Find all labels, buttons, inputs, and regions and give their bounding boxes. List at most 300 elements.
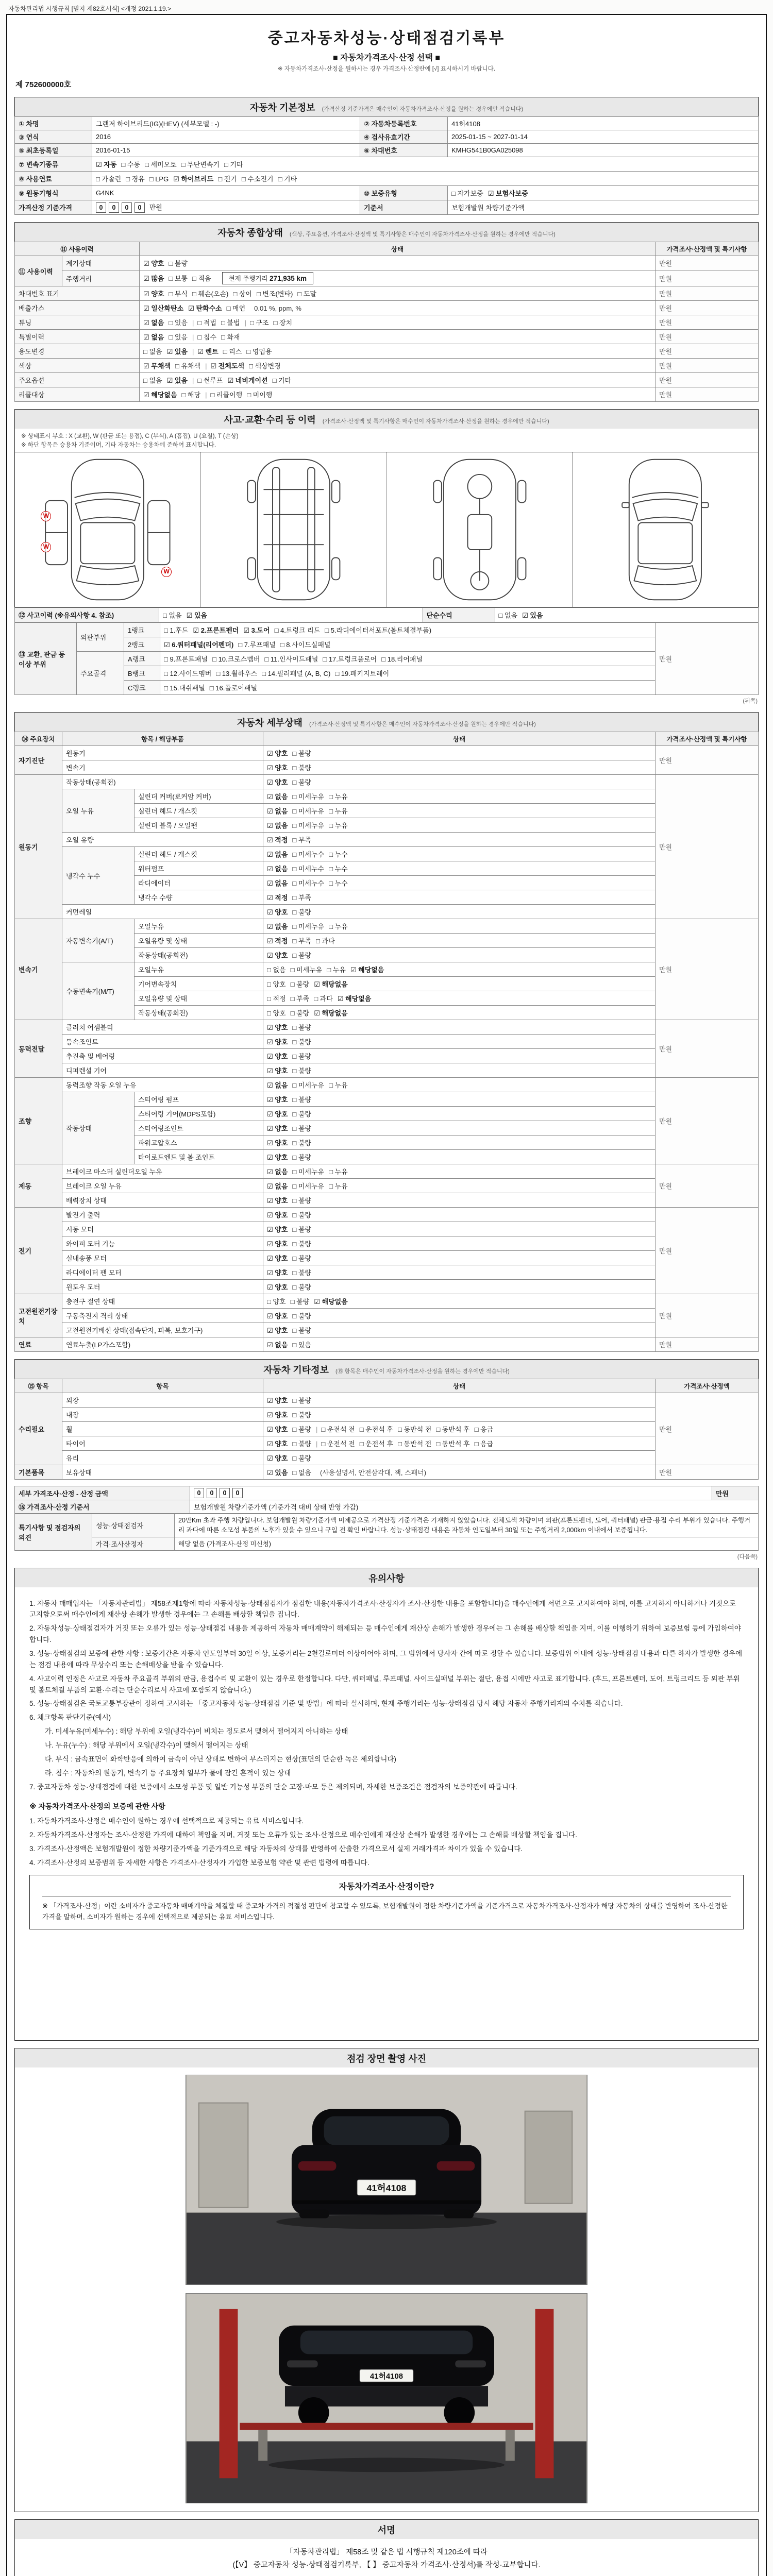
device-item-label: 외장 xyxy=(62,1393,263,1408)
option-group-divider: | xyxy=(315,1426,318,1433)
checkbox-누유[interactable]: □ 누유 xyxy=(329,822,348,829)
panel-part-label: 외판부위 xyxy=(77,623,124,652)
checkbox-적음[interactable]: □ 적음 xyxy=(192,275,211,282)
checkbox-미세누유[interactable]: □ 미세누유 xyxy=(290,966,323,974)
checkbox-없음[interactable]: □ 없음 xyxy=(143,377,162,384)
checkbox-매연[interactable]: □ 매연 xyxy=(226,304,246,312)
price-cell: 만원 xyxy=(656,301,759,315)
checkbox-해당없음[interactable]: ☑ 해당없음 xyxy=(337,995,372,1003)
checkbox-수소전기[interactable]: □ 수소전기 xyxy=(241,175,274,183)
checkbox-없음[interactable]: □ 없음 xyxy=(163,612,182,619)
checkbox-렌트[interactable]: ☑ 렌트 xyxy=(197,348,219,355)
device-item-state xyxy=(263,1150,656,1164)
checkbox-누유[interactable]: □ 누유 xyxy=(327,966,346,974)
checkbox-미세누유[interactable]: □ 미세누유 xyxy=(292,923,325,930)
checkbox-기타[interactable]: □ 기타 xyxy=(272,377,292,384)
checkbox-있음[interactable]: ☑ 있음 xyxy=(522,612,543,619)
checkbox-양호[interactable]: ☑ 양호 xyxy=(267,1154,288,1161)
checkbox-없음[interactable]: □ 없음 xyxy=(267,966,286,974)
first-reg-label: ⑤ 최초등록일 xyxy=(15,144,92,157)
option-group-divider: | xyxy=(205,391,207,399)
checkbox-양호[interactable]: ☑ 양호 xyxy=(267,1211,288,1219)
checkbox-세미오토[interactable]: □ 세미오토 xyxy=(144,161,177,168)
checkbox-불량[interactable]: □ 불량 xyxy=(292,1397,311,1404)
checkbox-양호[interactable]: ☑ 양호 xyxy=(267,1327,288,1334)
checkbox-경유[interactable]: □ 경유 xyxy=(126,175,145,183)
checkbox-적정[interactable]: ☑ 적정 xyxy=(267,836,288,844)
checkbox-있음[interactable]: ☑ 있음 xyxy=(267,1469,288,1477)
checkbox-보통[interactable]: □ 보통 xyxy=(169,275,188,282)
checkbox-없음[interactable]: ☑ 없음 xyxy=(267,865,288,873)
checkbox-있음[interactable]: □ 있음 xyxy=(169,333,188,341)
checkbox-있음[interactable]: ☑ 있음 xyxy=(186,612,207,619)
device-row xyxy=(15,1164,759,1179)
price-cell: 만원 xyxy=(656,746,759,775)
device-item-state xyxy=(263,1107,656,1121)
device-category-label: 수동변속기(M/T) xyxy=(62,962,135,1020)
price-cell: 만원 xyxy=(656,256,759,270)
checkbox-누수[interactable]: □ 누수 xyxy=(329,851,348,858)
checkbox-기타[interactable]: □ 기타 xyxy=(278,175,297,183)
checkbox-불량[interactable]: □ 불량 xyxy=(292,1096,311,1104)
checkbox-14.필러패널 (A, B, C)[interactable]: □ 14.필러패널 (A, B, C) xyxy=(262,670,331,677)
basis-label: 기준서 xyxy=(360,200,448,215)
checkbox-운전석 전[interactable]: □ 운전석 전 xyxy=(321,1440,355,1448)
checkbox-없음[interactable]: ☑ 없음 xyxy=(143,319,164,327)
checkbox-리스[interactable]: □ 리스 xyxy=(223,348,242,355)
amount-digit-box: 0 xyxy=(109,202,119,213)
device-row xyxy=(15,1465,759,1480)
checkbox-양호[interactable]: ☑ 양호 xyxy=(267,1312,288,1320)
checkbox-불량[interactable]: □ 불량 xyxy=(292,1440,311,1448)
section-note-detail: (가격조사·산정액 및 특기사항은 매수인이 자동차가격조사·산정을 원하는 경우에만 적습니다) xyxy=(309,721,536,727)
device-category-label: 자동변속기(A/T) xyxy=(62,919,135,962)
checkbox-불량[interactable]: □ 불량 xyxy=(292,908,311,916)
checkbox-16.플로어패널[interactable]: □ 16.플로어패널 xyxy=(209,684,258,692)
section-title-accident: 사고·교환·수리 등 이력 xyxy=(224,415,316,425)
checkbox-불량[interactable]: □ 불량 xyxy=(292,1327,311,1334)
device-row xyxy=(15,1393,759,1408)
checkbox-누유[interactable]: □ 누유 xyxy=(329,807,348,815)
checkbox-불량[interactable]: □ 불량 xyxy=(292,1110,311,1118)
checkbox-도말[interactable]: □ 도말 xyxy=(297,290,316,298)
device-item-label: 시동 모터 xyxy=(62,1222,263,1236)
checkbox-없음[interactable]: ☑ 없음 xyxy=(267,923,288,930)
checkbox-불량[interactable]: □ 불량 xyxy=(290,1009,310,1017)
checkbox-누유[interactable]: □ 누유 xyxy=(329,1081,348,1089)
checkbox-부족[interactable]: □ 부족 xyxy=(292,836,311,844)
checkbox-썬루프[interactable]: □ 썬루프 xyxy=(197,377,223,384)
device-item-label: 오일 유량 xyxy=(62,833,263,847)
checkbox-부족[interactable]: □ 부족 xyxy=(290,995,310,1003)
checkbox-일산화탄소[interactable]: ☑ 일산화탄소 xyxy=(143,304,184,312)
checkbox-자동[interactable]: ☑ 자동 xyxy=(96,161,117,168)
checkbox-없음[interactable]: ☑ 없음 xyxy=(267,1081,288,1089)
device-item-state xyxy=(263,1294,656,1309)
device-item-label: 라디에이터 xyxy=(135,876,263,890)
option-group-divider: | xyxy=(244,319,246,327)
table-row xyxy=(15,186,759,200)
notices-box xyxy=(14,1587,759,2041)
opinion-row xyxy=(15,1537,759,1550)
checkbox-불량[interactable]: □ 불량 xyxy=(292,1255,311,1262)
checkbox-미세누유[interactable]: □ 미세누유 xyxy=(292,1168,325,1176)
checkbox-양호[interactable]: ☑ 양호 xyxy=(267,1255,288,1262)
overall-item-label: 색상 xyxy=(15,359,140,373)
checkbox-양호[interactable]: ☑ 양호 xyxy=(143,260,164,267)
pricing-amount-label: 세부 가격조사·산정 - 산정 금액 xyxy=(15,1486,190,1500)
checkbox-LPG[interactable]: □ LPG xyxy=(149,175,169,183)
checkbox-네비게이션[interactable]: ☑ 네비게이션 xyxy=(227,377,268,384)
device-item-label: 클러치 어셈블리 xyxy=(62,1020,263,1035)
checkbox-응급[interactable]: □ 응급 xyxy=(474,1426,494,1433)
device-item-state xyxy=(263,760,656,775)
checkbox-누유[interactable]: □ 누유 xyxy=(329,793,348,801)
table-header-row xyxy=(15,1379,759,1393)
checkbox-변조(변타)[interactable]: □ 변조(변타) xyxy=(256,290,293,298)
checkbox-있음[interactable]: ☑ 있음 xyxy=(166,348,188,355)
checkbox-없음[interactable]: □ 없음 xyxy=(498,612,518,619)
checkbox-불량[interactable]: □ 불량 xyxy=(292,1038,311,1046)
device-item-label: 휠 xyxy=(62,1422,263,1436)
checkbox-있음[interactable]: □ 있음 xyxy=(169,319,188,327)
device-item-label: 변속기 xyxy=(62,760,263,775)
checkbox-탄화수소[interactable]: ☑ 탄화수소 xyxy=(188,304,222,312)
checkbox-없음[interactable]: □ 없음 xyxy=(292,1469,311,1477)
checkbox-양호[interactable]: ☑ 양호 xyxy=(267,1024,288,1031)
device-item-label: 브레이크 마스터 실린더오일 누유 xyxy=(62,1164,263,1179)
car-diagram-top-view xyxy=(573,452,758,607)
device-item-state xyxy=(263,1436,656,1451)
checkbox-없음[interactable]: ☑ 없음 xyxy=(267,1182,288,1190)
device-item-label: 냉각수 수량 xyxy=(135,890,263,905)
device-item-state xyxy=(263,1222,656,1236)
checkbox-없음[interactable]: □ 없음 xyxy=(143,348,162,355)
device-row xyxy=(15,1294,759,1309)
checkbox-화재[interactable]: □ 화재 xyxy=(221,333,240,341)
device-category-label: 냉각수 누수 xyxy=(62,847,135,905)
checkbox-양호[interactable]: ☑ 양호 xyxy=(267,1197,288,1205)
checkbox-없음[interactable]: ☑ 없음 xyxy=(143,333,164,341)
measurement-note: 0.01 %, ppm, % xyxy=(254,304,301,312)
checkbox-운전석 후[interactable]: □ 운전석 후 xyxy=(359,1426,393,1433)
checkbox-불량[interactable]: □ 불량 xyxy=(292,1411,311,1419)
checkbox-불량[interactable]: □ 불량 xyxy=(292,1125,311,1132)
checkbox-불량[interactable]: □ 불량 xyxy=(292,1053,311,1060)
checkbox-6.쿼터패널(리어펜더)[interactable]: ☑ 6.쿼터패널(리어펜더) xyxy=(164,641,234,649)
checkbox-해당없음[interactable]: ☑ 해당없음 xyxy=(314,1009,348,1017)
checkbox-양호[interactable]: ☑ 양호 xyxy=(267,764,288,772)
checkbox-리콜이행[interactable]: □ 리콜이행 xyxy=(210,391,243,399)
checkbox-양호[interactable]: ☑ 양호 xyxy=(267,1110,288,1118)
checkbox-불량[interactable]: □ 불량 xyxy=(290,1298,310,1306)
car-underbody-icon xyxy=(203,454,384,605)
inspection-photo-front-lift xyxy=(186,2293,587,2503)
checkbox-양호[interactable]: □ 양호 xyxy=(267,980,286,988)
checkbox-무단변속기[interactable]: □ 무단변속기 xyxy=(181,161,220,168)
device-item-label: 와이퍼 모터 기능 xyxy=(62,1236,263,1251)
checkbox-불량[interactable]: □ 불량 xyxy=(292,952,311,959)
checkbox-과다[interactable]: □ 과다 xyxy=(314,995,333,1003)
checkbox-동반석 전[interactable]: □ 동반석 전 xyxy=(398,1426,432,1433)
checkbox-양호[interactable]: ☑ 양호 xyxy=(267,908,288,916)
checkbox-양호[interactable]: ☑ 양호 xyxy=(267,1053,288,1060)
checkbox-해당없음[interactable]: ☑ 해당없음 xyxy=(314,980,348,988)
checkbox-양호[interactable]: ☑ 양호 xyxy=(267,1440,288,1448)
checkbox-훼손(오손)[interactable]: □ 훼손(오손) xyxy=(192,290,229,298)
checkbox-동반석 전[interactable]: □ 동반석 전 xyxy=(398,1440,432,1448)
checkbox-기타[interactable]: □ 기타 xyxy=(224,161,243,168)
checkbox-없음[interactable]: ☑ 없음 xyxy=(267,822,288,829)
checkbox-해당없음[interactable]: ☑ 해당없음 xyxy=(143,391,177,399)
checkbox-누유[interactable]: □ 누유 xyxy=(329,1182,348,1190)
table-row xyxy=(15,157,759,172)
checkbox-상이[interactable]: □ 상이 xyxy=(233,290,252,298)
checkbox-미세누수[interactable]: □ 미세누수 xyxy=(292,851,325,858)
overall-item-label: 계기상태 xyxy=(62,256,140,270)
inspection-period-label: ④ 검사유효기간 xyxy=(360,130,448,144)
checkbox-침수[interactable]: □ 침수 xyxy=(197,333,216,341)
device-group-label: 원동기 xyxy=(15,775,62,919)
device-item-label: 작동상태(공회전) xyxy=(62,775,263,789)
device-item-state xyxy=(263,1251,656,1265)
checkbox-4.트렁크 리드[interactable]: □ 4.트렁크 리드 xyxy=(274,626,321,634)
checkbox-미세누수[interactable]: □ 미세누수 xyxy=(292,865,325,873)
checkbox-불량[interactable]: □ 불량 xyxy=(292,1454,311,1462)
checkbox-무채색[interactable]: ☑ 무채색 xyxy=(143,362,171,370)
checkbox-해당없음[interactable]: ☑ 해당없음 xyxy=(350,966,384,974)
notice-item: 2. 자동차가격조사·산정자는 조사·산정한 가격에 대하여 책임을 지며, 거짓 또는 오류가 있는 조사·산정으로 매수인에게 재산상 손해가 발생한 경우에는 그 손해를 배상할 책임을 집니다. xyxy=(29,1831,578,1839)
checkbox-미세누유[interactable]: □ 미세누유 xyxy=(292,1081,325,1089)
checkbox-미세누유[interactable]: □ 미세누유 xyxy=(292,793,325,801)
checkbox-양호[interactable]: ☑ 양호 xyxy=(267,1226,288,1233)
other-info-table xyxy=(14,1379,759,1480)
svg-text:41허4108: 41허4108 xyxy=(366,2182,407,2193)
device-item-state xyxy=(263,804,656,818)
checkbox-없음[interactable]: ☑ 없음 xyxy=(267,807,288,815)
checkbox-양호[interactable]: ☑ 양호 xyxy=(267,1283,288,1291)
panel-rank-label: B랭크 xyxy=(124,666,160,681)
device-item-state xyxy=(263,876,656,890)
checkbox-양호[interactable]: ☑ 양호 xyxy=(267,1038,288,1046)
overall-item-state xyxy=(140,286,656,301)
vin-label: ⑥ 차대번호 xyxy=(360,144,448,157)
checkbox-없음[interactable]: ☑ 없음 xyxy=(267,879,288,887)
checkbox-많음[interactable]: ☑ 많음 xyxy=(143,275,164,282)
checkbox-불량[interactable]: □ 불량 xyxy=(292,1312,311,1320)
checkbox-불량[interactable]: □ 불량 xyxy=(292,1426,311,1433)
checkbox-전체도색[interactable]: ☑ 전체도색 xyxy=(210,362,244,370)
checkbox-양호[interactable]: ☑ 양호 xyxy=(267,1067,288,1075)
checkbox-없음[interactable]: ☑ 없음 xyxy=(267,851,288,858)
checkbox-9.프론트패널[interactable]: □ 9.프론트패널 xyxy=(164,655,208,663)
other-col-item: 항목 xyxy=(62,1379,263,1393)
checkbox-17.트렁크플로어[interactable]: □ 17.트렁크플로어 xyxy=(323,655,377,663)
year-label: ③ 연식 xyxy=(15,130,92,144)
device-item-state xyxy=(263,1422,656,1436)
checkbox-불량[interactable]: □ 불량 xyxy=(292,1269,311,1277)
checkbox-부족[interactable]: □ 부족 xyxy=(292,937,311,945)
checkbox-운전석 전[interactable]: □ 운전석 전 xyxy=(321,1426,355,1433)
opinion-role-inspector: 성능·상태점검자 xyxy=(92,1514,175,1537)
panel-rank-label: C랭크 xyxy=(124,681,160,695)
checkbox-양호[interactable]: ☑ 양호 xyxy=(267,750,288,757)
checkbox-전기[interactable]: □ 전기 xyxy=(218,175,237,183)
checkbox-구조[interactable]: □ 구조 xyxy=(249,319,269,327)
current-mileage-value: 271,935 km xyxy=(269,275,307,282)
notice-item: 나. 누유(누수) : 해당 부위에서 오일(냉각수)이 맺혀서 떨어지는 상태 xyxy=(45,1741,248,1749)
checkbox-부족[interactable]: □ 부족 xyxy=(292,894,311,902)
checkbox-불량[interactable]: □ 불량 xyxy=(169,260,188,267)
notice-items xyxy=(29,1598,744,1793)
overall-group-label: ⑪ 사용이력 xyxy=(15,256,62,286)
checkbox-누수[interactable]: □ 누수 xyxy=(329,865,348,873)
panel-rank-label: 1랭크 xyxy=(124,623,160,637)
checkbox-과다[interactable]: □ 과다 xyxy=(315,937,335,945)
price-cell: 만원 xyxy=(656,775,759,919)
checkbox-양호[interactable]: ☑ 양호 xyxy=(267,1454,288,1462)
checkbox-1.후드[interactable]: □ 1.후드 xyxy=(164,626,189,634)
checkbox-불량[interactable]: □ 불량 xyxy=(292,1024,311,1031)
device-item-state xyxy=(263,1208,656,1222)
checkbox-불량[interactable]: □ 불량 xyxy=(292,1211,311,1219)
checkbox-양호[interactable]: ☑ 양호 xyxy=(267,1125,288,1132)
checkbox-응급[interactable]: □ 응급 xyxy=(474,1440,494,1448)
checkbox-미세누유[interactable]: □ 미세누유 xyxy=(292,1182,325,1190)
checkbox-미세누유[interactable]: □ 미세누유 xyxy=(292,807,325,815)
checkbox-양호[interactable]: ☑ 양호 xyxy=(267,952,288,959)
page-marker: (뒤쪽) xyxy=(743,698,758,704)
checkbox-양호[interactable]: □ 양호 xyxy=(267,1009,286,1017)
checkbox-없음[interactable]: ☑ 없음 xyxy=(267,1168,288,1176)
checkbox-색상변경[interactable]: □ 색상변경 xyxy=(248,362,281,370)
table-row xyxy=(15,200,759,215)
damage-mark: W xyxy=(161,567,172,577)
checkbox-하이브리드[interactable]: ☑ 하이브리드 xyxy=(173,175,214,183)
device-category-label: 작동상태 xyxy=(62,1092,135,1164)
checkbox-불량[interactable]: □ 불량 xyxy=(292,1197,311,1205)
checkbox-적정[interactable]: ☑ 적정 xyxy=(267,937,288,945)
table-row xyxy=(15,117,759,130)
checkbox-미세누유[interactable]: □ 미세누유 xyxy=(292,822,325,829)
checkbox-보험사보증[interactable]: ☑ 보험사보증 xyxy=(488,190,528,197)
checkbox-12.사이드멤버[interactable]: □ 12.사이드멤버 xyxy=(164,670,212,677)
checkbox-불법[interactable]: □ 불법 xyxy=(221,319,240,327)
checkbox-13.휠하우스[interactable]: □ 13.휠하우스 xyxy=(216,670,258,677)
checkbox-양호[interactable]: ☑ 양호 xyxy=(143,290,164,298)
device-row xyxy=(15,1436,759,1451)
checkbox-19.패키지트레이[interactable]: □ 19.패키지트레이 xyxy=(335,670,390,677)
checkbox-불량[interactable]: □ 불량 xyxy=(292,1139,311,1147)
checkbox-양호[interactable]: ☑ 양호 xyxy=(267,1411,288,1419)
basis-value: 보험개발원 차량기준가액 xyxy=(448,200,759,215)
checkbox-가솔린[interactable]: □ 가솔린 xyxy=(96,175,122,183)
checkbox-양호[interactable]: ☑ 양호 xyxy=(267,1269,288,1277)
checkbox-해당[interactable]: □ 해당 xyxy=(181,391,201,399)
checkbox-18.리어패널[interactable]: □ 18.리어패널 xyxy=(381,655,423,663)
accident-history-row xyxy=(15,608,759,622)
checkbox-영업용[interactable]: □ 영업용 xyxy=(246,348,272,355)
checkbox-불량[interactable]: □ 불량 xyxy=(292,1067,311,1075)
section-header-accident xyxy=(14,409,759,429)
checkbox-양호[interactable]: ☑ 양호 xyxy=(267,1397,288,1404)
opinion-row xyxy=(15,1514,759,1537)
checkbox-양호[interactable]: ☑ 양호 xyxy=(267,1240,288,1248)
checkbox-동반석 후[interactable]: □ 동반석 후 xyxy=(436,1440,470,1448)
checkbox-2.프론트펜더[interactable]: ☑ 2.프론트펜더 xyxy=(193,626,239,634)
checkbox-불량[interactable]: □ 불량 xyxy=(292,750,311,757)
price-cell: 만원 xyxy=(656,1393,759,1465)
checkbox-부식[interactable]: □ 부식 xyxy=(169,290,188,298)
base-price-digits xyxy=(96,204,147,211)
device-item-label: 기어변속장치 xyxy=(135,977,263,991)
checkbox-불량[interactable]: □ 불량 xyxy=(290,980,310,988)
checkbox-양호[interactable]: □ 양호 xyxy=(267,1298,286,1306)
checkbox-해당없음[interactable]: ☑ 해당없음 xyxy=(314,1298,348,1306)
device-row xyxy=(15,1422,759,1436)
checkbox-누유[interactable]: □ 누유 xyxy=(329,1168,348,1176)
checkbox-수동[interactable]: □ 수동 xyxy=(121,161,140,168)
checkbox-있음[interactable]: □ 있음 xyxy=(292,1341,311,1349)
amount-digit-box: 0 xyxy=(194,1488,204,1498)
checkbox-없음[interactable]: ☑ 없음 xyxy=(267,1341,288,1349)
reg-no-value: 41허4108 xyxy=(448,117,759,130)
checkbox-미이행[interactable]: □ 미이행 xyxy=(247,391,273,399)
device-row xyxy=(15,1337,759,1352)
checkbox-10.크로스멤버[interactable]: □ 10.크로스멤버 xyxy=(212,655,260,663)
checkbox-적정[interactable]: ☑ 적정 xyxy=(267,894,288,902)
checkbox-5.라디에이터서포트(볼트체결부품)[interactable]: □ 5.라디에이터서포트(볼트체결부품) xyxy=(325,626,432,634)
option-group-divider: | xyxy=(192,348,194,355)
checkbox-3.도어[interactable]: ☑ 3.도어 xyxy=(243,626,270,634)
base-price-unit: 만원 xyxy=(149,204,162,211)
checkbox-미세누수[interactable]: □ 미세누수 xyxy=(292,879,325,887)
checkbox-불량[interactable]: □ 불량 xyxy=(292,1240,311,1248)
checkbox-15.대쉬패널[interactable]: □ 15.대쉬패널 xyxy=(164,684,205,692)
form-reference-text: 자동차관리법 시행규칙 [별지 제82호서식] <개정 2021.1.19.> xyxy=(8,5,172,12)
checkbox-불량[interactable]: □ 불량 xyxy=(292,1154,311,1161)
checkbox-누수[interactable]: □ 누수 xyxy=(329,879,348,887)
device-item-label: 커먼레일 xyxy=(62,905,263,919)
checkbox-양호[interactable]: ☑ 양호 xyxy=(267,1139,288,1147)
checkbox-불량[interactable]: □ 불량 xyxy=(292,778,311,786)
checkbox-장치[interactable]: □ 장치 xyxy=(273,319,293,327)
checkbox-불량[interactable]: □ 불량 xyxy=(292,1226,311,1233)
checkbox-없음[interactable]: ☑ 없음 xyxy=(267,793,288,801)
checkbox-누유[interactable]: □ 누유 xyxy=(329,923,348,930)
checkbox-운전석 후[interactable]: □ 운전석 후 xyxy=(359,1440,393,1448)
price-cell: 만원 xyxy=(656,1294,759,1337)
vin-value: KMHG541B0GA025098 xyxy=(448,144,759,157)
checkbox-8.사이드실패널[interactable]: □ 8.사이드실패널 xyxy=(280,641,331,649)
checkbox-있음[interactable]: ☑ 있음 xyxy=(166,377,188,384)
checkbox-불량[interactable]: □ 불량 xyxy=(292,1283,311,1291)
checkbox-7.루프패널[interactable]: □ 7.루프패널 xyxy=(238,641,276,649)
device-item-label: 오일유량 및 상태 xyxy=(135,991,263,1006)
device-item-label: 워터펌프 xyxy=(135,861,263,876)
checkbox-적정[interactable]: □ 적정 xyxy=(267,995,286,1003)
checkbox-적법[interactable]: □ 적법 xyxy=(197,319,216,327)
checkbox-양호[interactable]: ☑ 양호 xyxy=(267,778,288,786)
checkbox-불량[interactable]: □ 불량 xyxy=(292,764,311,772)
checkbox-11.인사이드패널[interactable]: □ 11.인사이드패널 xyxy=(264,655,318,663)
checkbox-양호[interactable]: ☑ 양호 xyxy=(267,1096,288,1104)
checkbox-유채색[interactable]: □ 유채색 xyxy=(175,362,201,370)
checkbox-양호[interactable]: ☑ 양호 xyxy=(267,1426,288,1433)
checkbox-자가보증[interactable]: □ 자가보증 xyxy=(451,190,483,197)
warranty-section-title: ※ 자동차가격조사·산정의 보증에 관한 사항 xyxy=(29,1802,165,1811)
checkbox-동반석 후[interactable]: □ 동반석 후 xyxy=(436,1426,470,1433)
